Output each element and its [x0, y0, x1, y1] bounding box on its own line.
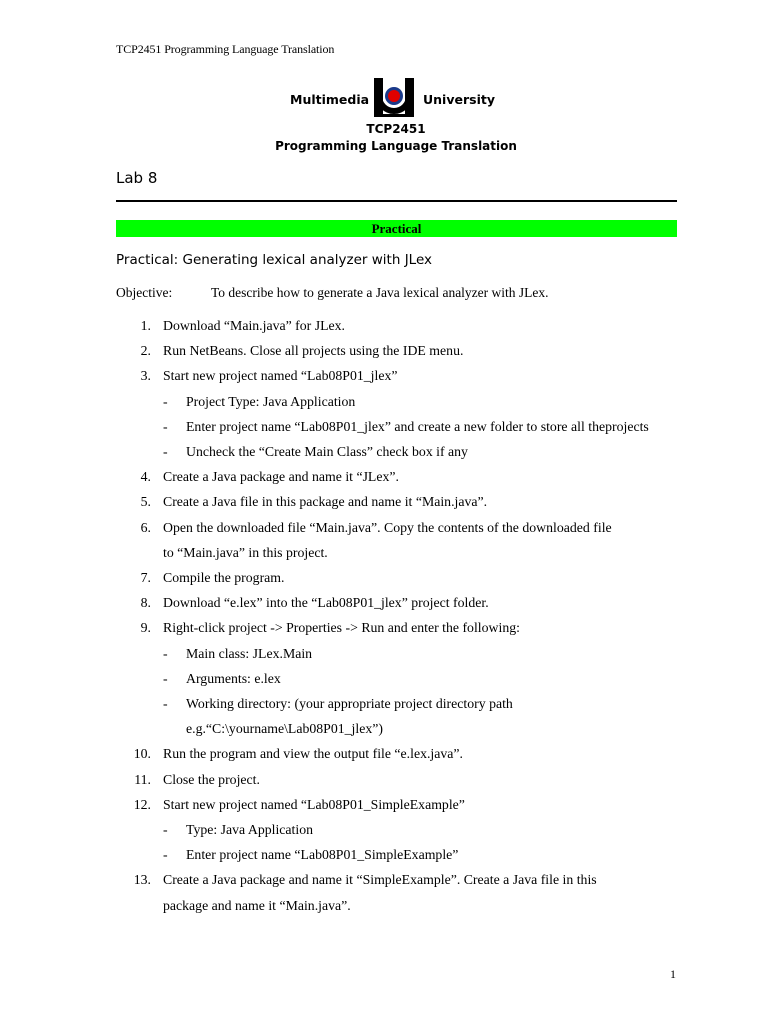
step-text: Close the project.	[163, 771, 260, 787]
list-item	[116, 792, 686, 817]
page-number: 1	[670, 967, 676, 981]
sub-item-text: Working directory: (your appropriate project directory path e.g.	[186, 696, 513, 737]
objective-label: Objective:	[116, 285, 173, 300]
sub-item-text: Enter project name “Lab08P01_SimpleExample”	[186, 847, 459, 863]
step-number: 11.	[134, 771, 151, 787]
university-logo-icon	[371, 76, 417, 120]
sub-item-text: projects	[605, 418, 649, 434]
logo-text-right: University	[423, 92, 495, 107]
dash-bullet: -	[163, 645, 168, 661]
step-text: Compile the program.	[163, 570, 285, 586]
step-text: Right-click project -> Properties -> Run and enter the following:	[163, 620, 520, 636]
sub-list-item	[116, 641, 686, 666]
course-title-block	[0, 121, 768, 155]
dash-bullet: -	[163, 444, 168, 460]
horizontal-rule	[116, 200, 677, 202]
step-number: 7.	[140, 570, 151, 586]
practical-section-bar: Practical	[116, 220, 677, 237]
objective	[116, 285, 549, 301]
list-item	[116, 767, 686, 792]
course-code: TCP2451	[366, 122, 426, 136]
practical-heading: Practical: Generating lexical analyzer with JLex	[116, 252, 433, 268]
sub-list-item	[116, 414, 686, 439]
step-text: package and name it “Main.java”.	[163, 897, 351, 913]
list-item	[116, 363, 686, 388]
lab-title: Lab 8	[116, 169, 158, 187]
sub-item-text: Arguments: e.lex	[186, 670, 281, 686]
course-name: Programming Language Translation	[275, 139, 517, 153]
step-number: 4.	[140, 469, 151, 485]
dash-bullet: -	[163, 670, 168, 686]
list-item	[116, 313, 686, 338]
sub-item-text: Uncheck the “Create Main Class” check box if any	[186, 444, 468, 460]
sub-list-item	[116, 439, 686, 464]
step-number: 3.	[140, 368, 151, 384]
steps-list	[116, 313, 686, 918]
step-text: Start new project named “Lab08P01_SimpleExample”	[163, 796, 465, 812]
sub-list-item	[116, 842, 686, 867]
step-text: Run NetBeans. Close all projects using the IDE menu.	[163, 343, 464, 359]
university-logo-row	[0, 76, 768, 120]
sub-item-text: “C:\yourname\Lab08P01_jlex”)	[205, 721, 383, 737]
list-item	[116, 615, 686, 640]
sub-item-text: Project Type: Java Application	[186, 393, 356, 409]
objective-text: To describe how to generate a Java lexical analyzer with JLex.	[211, 285, 549, 300]
sub-item-text: Main class: JLex.Main	[186, 645, 313, 661]
step-text: Download “Main.java” for JLex.	[163, 318, 345, 333]
step-number: 5.	[140, 494, 151, 510]
step-number: 9.	[140, 620, 151, 636]
logo-text-left: Multimedia	[290, 92, 370, 107]
step-text: Start new project named “Lab08P01_jlex”	[163, 368, 398, 384]
sub-list-item	[116, 817, 686, 842]
step-text: to “Main.java” in this project.	[163, 544, 328, 560]
step-number: 12.	[133, 796, 151, 812]
step-number: 6.	[140, 519, 151, 535]
dash-bullet: -	[163, 847, 168, 863]
list-item	[116, 867, 686, 917]
step-number: 13.	[133, 872, 151, 888]
step-text: Run the program and view the output file “e.lex.java”.	[163, 746, 463, 762]
sub-list-item	[116, 666, 686, 691]
sub-list-item	[116, 691, 686, 741]
running-header: TCP2451 Programming Language Translation	[116, 42, 335, 56]
step-number: 1.	[140, 318, 151, 333]
list-item	[116, 565, 686, 590]
list-item	[116, 489, 686, 514]
sub-list-item	[116, 389, 686, 414]
dash-bullet: -	[163, 696, 168, 712]
dash-bullet: -	[163, 822, 168, 838]
step-text: Open the downloaded file “Main.java”. Copy the contents of the downloaded file	[163, 519, 612, 535]
step-text: Create a Java package and name it “SimpleExample”. Create a Java file in this	[163, 872, 597, 888]
step-text: Create a Java package and name it “JLex”.	[163, 469, 399, 485]
list-item	[116, 464, 686, 489]
step-number: 10.	[133, 746, 151, 762]
list-item	[116, 515, 686, 565]
dash-bullet: -	[163, 393, 168, 409]
sub-item-text: Type: Java Application	[186, 822, 314, 838]
step-text: Download “e.lex” into the “Lab08P01_jlex” project folder.	[163, 595, 489, 611]
step-text: Create a Java file in this package and name it “Main.java”.	[163, 494, 488, 510]
step-number: 8.	[140, 595, 151, 611]
dash-bullet: -	[163, 418, 168, 434]
list-item	[116, 741, 686, 766]
list-item	[116, 590, 686, 615]
step-number: 2.	[140, 343, 151, 359]
list-item	[116, 338, 686, 363]
sub-item-text: Enter project name “Lab08P01_jlex” and create a new folder to store all the	[186, 418, 606, 434]
